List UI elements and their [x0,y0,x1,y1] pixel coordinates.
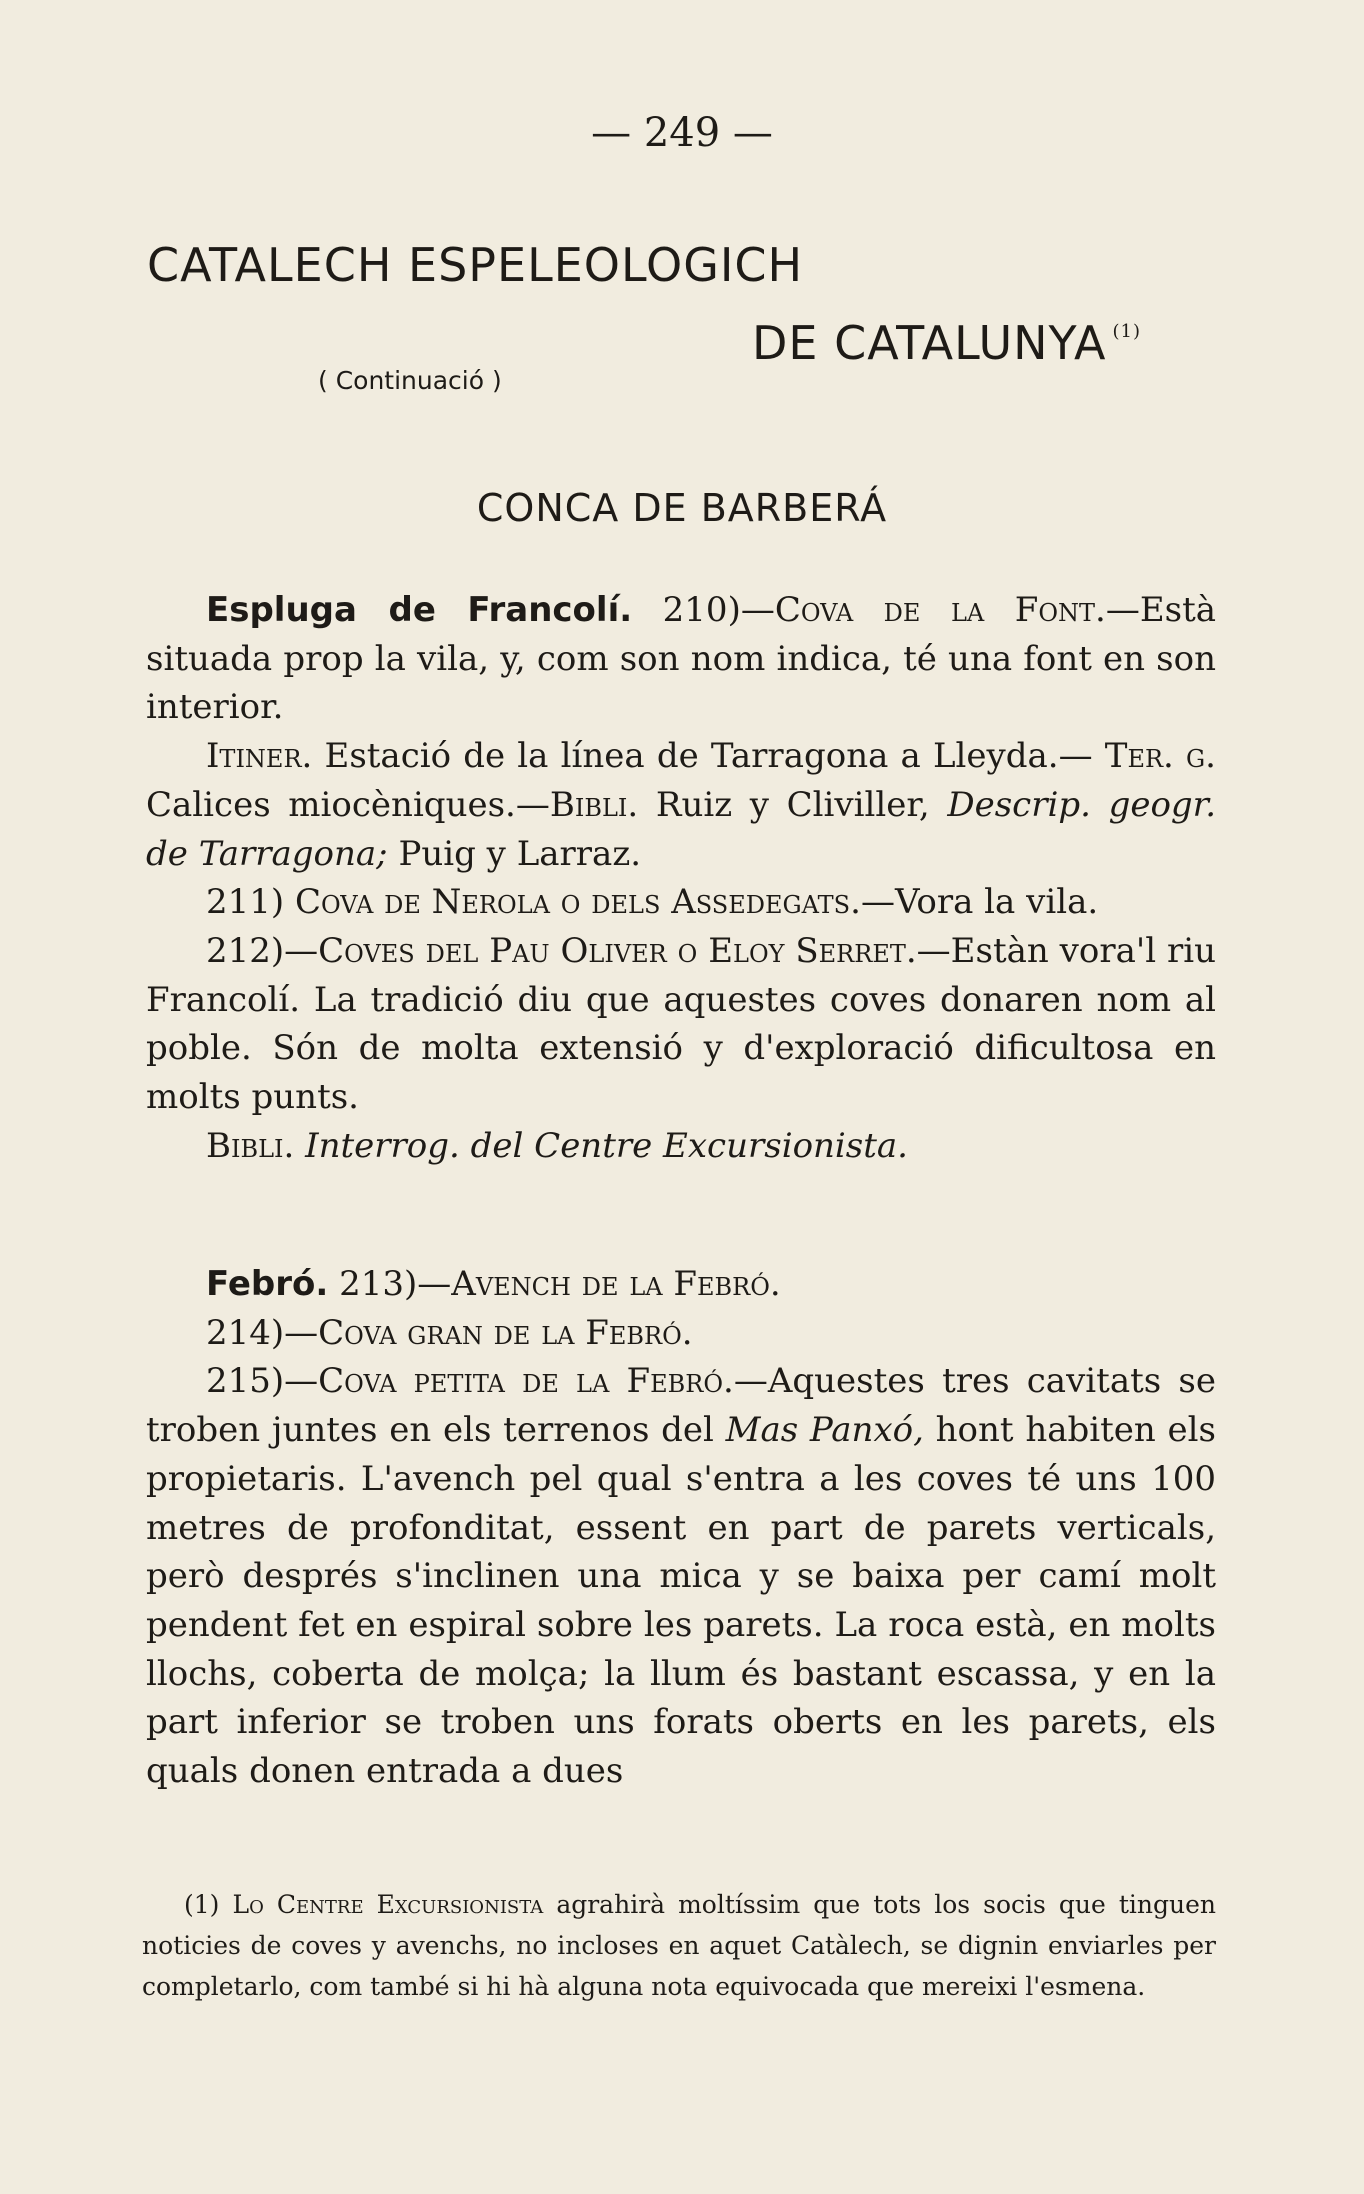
footnote-marker: (1) [184,1890,220,1919]
entry-text: Calices miocèniques.— [146,784,550,825]
place-heading: Febró. [206,1264,329,1304]
entry-espluga [146,586,1216,1170]
entry-number: 213) [339,1264,418,1304]
title-footnote-mark: (1) [1112,321,1142,342]
page-title-line1: CATALECH ESPELEOLOGICH [147,238,804,292]
cave-name: Cova de Nerola o dels Assedegats. [294,882,861,923]
cave-name: Cova petita de la Febró. [318,1361,734,1402]
bibliography-title: Descrip. geogr. de Tarragona; [146,784,1217,874]
cave-name: Coves del Pau Oliver o Eloy Serret. [318,930,917,971]
cave-name: Cova de la Font. [774,590,1106,630]
em-dash: — [284,1312,319,1353]
page-title-line2-text: DE CATALUNYA [752,316,1107,370]
em-dash: — [284,930,319,971]
em-dash: — [284,1361,319,1402]
paragraph [146,1357,1216,1795]
paragraph [146,927,1216,1122]
footnote [142,1884,1216,2007]
page-title-line2 [752,316,1141,370]
footnote-text: agrahirà moltíssim que tots los socis que tinguen noticies de coves y avenchs, no incloses en aquet Catàlech, se dignin enviarles per completarlo, com també si hi hà alguna nota equivocada que mereixi l'esmena. [142,1890,1216,2001]
entry-number: 215) [206,1361,285,1402]
entry-text: —Aquestes tres cavitats se troben juntes en els terrenos del [146,1361,1216,1451]
page-number: — 249 — [591,110,773,156]
footnote-org: Lo Centre Excursionista [232,1890,544,1919]
entry-number: 212) [206,930,285,971]
label-ter: Ter. g. [1104,736,1216,777]
entry-text: hont habiten els propietaris. L'avench pel qual s'entra a les coves té uns 100 metres de profonditat, essent en part de parets verticals, però després s'inclinen una mica y se baixa per camí molt pendent fet en espiral sobre les parets. La roca està, en molts llochs, coberta de molça; la llum és bastant escassa, y en la part inferior se troben uns forats oberts en les parets, els quals donen entrada a dues [146,1410,1216,1792]
entry-number: 210) [662,590,741,630]
paragraph [146,1309,1216,1358]
label-itiner: Itiner. [206,736,313,777]
entry-text: —Estàn vora'l riu Francolí. La tradició diu que aquestes coves donaren nom al poble. Són de molta extensió y d'exploració dificultosa en molts punts. [146,930,1216,1118]
paragraph [146,878,1216,927]
entry-number: 214) [206,1312,285,1353]
paragraph [146,732,1216,878]
bibliography-title: Interrog. del Centre Excursionista. [305,1125,908,1166]
paragraph [146,1122,1216,1171]
continuation-label: ( Continuació ) [318,366,502,395]
footnote-paragraph [142,1884,1216,2007]
paragraph [146,586,1216,732]
cave-name: Cova gran de la Febró. [318,1312,693,1353]
entry-febro [146,1260,1216,1796]
entry-text: —Està situada prop la vila, y, com son nom indica, té una font en son interior. [146,590,1217,728]
cave-name: Avench de la Febró. [451,1264,781,1304]
place-italic: Mas Panxó, [725,1410,924,1451]
entry-number: 211) [206,882,285,923]
entry-text: Ruiz y Cliviller, [655,784,930,825]
em-dash: — [417,1264,452,1304]
em-dash: — [740,590,775,630]
entry-text: —Vora la vila. [860,882,1099,923]
entry-text: Puig y Larraz. [398,833,642,874]
section-title: CONCA DE BARBERÁ [476,486,888,530]
label-bibli: Bibli. [549,784,639,825]
paragraph [146,1260,1216,1309]
entry-text: Estació de la línea de Tarragona a Lleyda.— [324,736,1093,777]
label-bibli: Bibli. [206,1125,295,1166]
place-heading: Espluga de Francolí. [206,590,633,630]
